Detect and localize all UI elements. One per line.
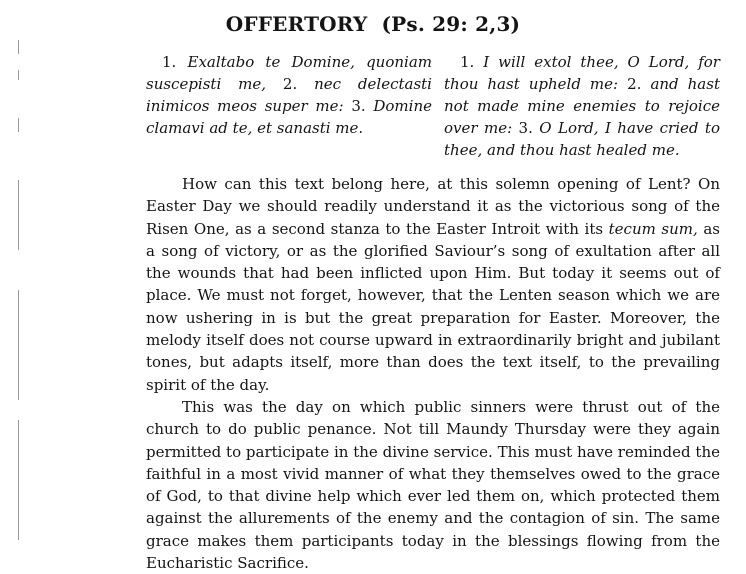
scan-margin-line [18,118,19,132]
english-verse-column [444,51,720,161]
scan-margin-line [18,290,19,400]
verse-number: 1. [162,53,177,71]
verse-number: 2. [627,75,642,93]
scan-margin-line [18,180,19,250]
latin-phrase: tecum sum, [608,219,698,238]
page-title [0,12,746,36]
english-verse-3: O Lord, I have cried to thee, and thou hast healed me. [444,119,720,159]
scan-margin-line [18,420,19,540]
title-text: OFFERTORY [225,12,368,36]
verse-number: 3. [518,119,533,137]
paragraph-1-part-a: How can this text belong here, at this solemn opening of Lent? On Easter Day we should readily understand it as the victorious song of the Risen One, as a second stanza to the Easter Introit with its [146,175,720,238]
english-verse-text [444,51,720,161]
commentary-body [146,173,720,574]
commentary-paragraph-1 [146,173,720,396]
verse-number: 2. [282,75,298,93]
latin-verse-3: Domine clamavi ad te, et sanasti me. [146,97,432,137]
latin-verse-text [146,51,432,139]
commentary-paragraph-2: This was the day on which public sinners were thrust out of the church to do public penance. Not till Maundy Thursday were they again permitted to participate in the divine service. This must have reminded the faithful in a most vivid manner of what they themselves owed to the grace of God, to that divine help which ever led them on, which protected them against the allurements of the enemy and the contagion of sin. The same grace makes them participants today in the blessings flowing from the Eucharistic Sacrifice. [146,397,720,573]
scan-margin-line [18,40,19,54]
english-verse-2: and hast not made mine enemies to rejoice over me: [444,75,720,137]
psalm-reference: (Ps. 29: 2,3) [381,12,521,36]
latin-verse-2: nec delectasti inimicos meos super me: [146,75,432,115]
latin-verse-1: Exaltabo te Domine, quoniam suscepisti me, [146,53,432,93]
english-verse-1: I will extol thee, O Lord, for thou hast upheld me: [444,53,720,93]
verse-number: 1. [460,53,475,71]
scan-margin-line [18,70,19,80]
verse-number: 3. [351,97,366,115]
latin-verse-column [146,51,432,139]
paragraph-1-part-b: as a song of victory, or as the glorified Saviour’s song of exultation after all the wounds that had been inflicted upon Him. But today it seems out of place. We must not forget, however, that the Lenten season which we are now ushering in is but the great preparation for Easter. Moreover, the melody itself does not course upward in extraordinarily bright and jubilant tones, but adapts itself, more than does the text itself, to the prevailing spirit of the day. [146,219,720,394]
